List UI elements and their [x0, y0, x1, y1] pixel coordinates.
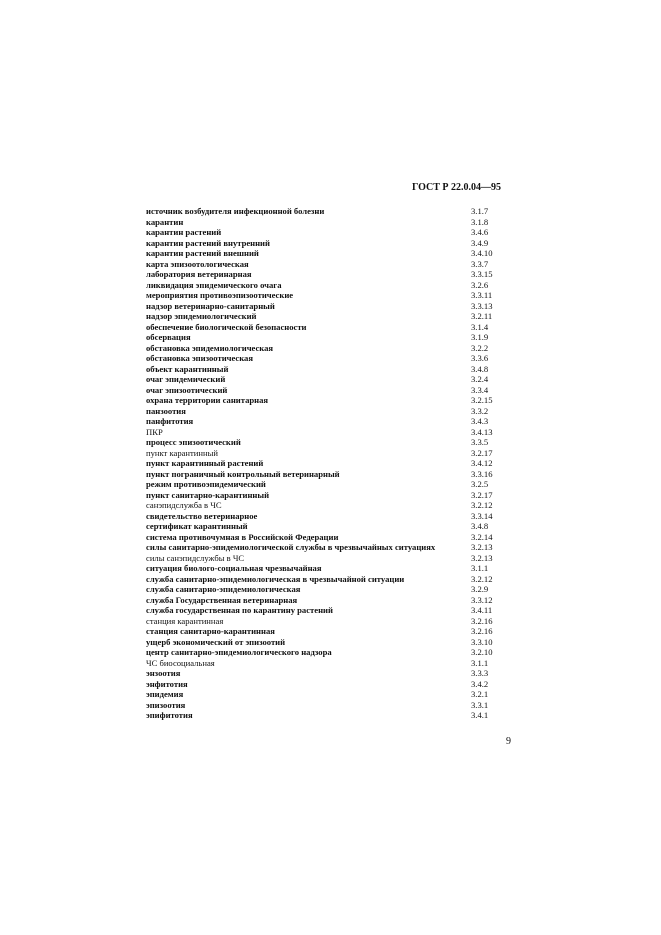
index-term: мероприятия противоэпизоотические: [146, 290, 294, 300]
index-term: ущерб экономический от эпизоотий: [146, 636, 286, 647]
index-section-number: 3.3.7: [471, 258, 489, 269]
index-term: эпифитотия: [146, 710, 193, 720]
index-entry: [146, 595, 506, 606]
index-entry: [146, 353, 506, 364]
index-section-number: 3.3.5: [471, 437, 489, 447]
index-entry: [146, 343, 506, 354]
index-entry: [146, 689, 506, 700]
index-section-number: 3.1.1: [471, 563, 489, 573]
index-entry: [146, 553, 506, 564]
index-section-number: 3.4.6: [471, 227, 489, 237]
index-entry: [146, 206, 506, 217]
index-entry: [146, 532, 506, 543]
index-term: карантин растений: [146, 227, 222, 237]
index-section-number: 3.2.4: [471, 374, 489, 384]
index-entry: [146, 479, 506, 490]
index-entry: [146, 364, 506, 375]
index-section-number: 3.2.5: [471, 479, 489, 489]
index-section-number: 3.4.1: [471, 710, 489, 720]
index-entry: [146, 521, 506, 532]
index-entry: [146, 700, 506, 711]
index-term: служба Государственная ветеринарная: [146, 594, 298, 605]
index-term: пункт карантинный растений: [146, 458, 264, 468]
index-term: очаг эпизоотический: [146, 384, 228, 395]
index-term: карантин растений внутренний: [146, 237, 270, 248]
index-term: эпидемия: [146, 689, 184, 699]
index-entry: [146, 469, 506, 480]
term-index-list: [146, 206, 506, 721]
index-term: ЧС биосоциальная: [146, 657, 215, 668]
index-entry: [146, 647, 506, 658]
index-term: станция санитарно-карантинная: [146, 626, 275, 636]
index-entry: [146, 511, 506, 522]
index-term: карта эпизоотологическая: [146, 258, 249, 269]
index-section-number: 3.1.7: [471, 206, 489, 216]
index-section-number: 3.4.8: [471, 363, 489, 374]
index-entry: [146, 658, 506, 669]
index-entry: [146, 217, 506, 228]
index-section-number: 3.4.11: [471, 605, 493, 615]
index-entry: [146, 500, 506, 511]
index-section-number: 3.1.9: [471, 332, 489, 342]
index-section-number: 3.4.10: [471, 248, 493, 258]
index-entry: [146, 311, 506, 322]
index-term: энзоотия: [146, 668, 181, 678]
index-term: карантин растений внешний: [146, 248, 259, 258]
index-entry: [146, 584, 506, 595]
index-section-number: 3.4.12: [471, 458, 493, 468]
index-section-number: 3.3.15: [471, 269, 493, 279]
index-entry: [146, 626, 506, 637]
index-section-number: 3.3.3: [471, 668, 489, 678]
index-term: силы санитарно-эпидемиологической службы в чрезвычайных ситуациях: [146, 542, 436, 552]
index-term: надзор эпидемиологический: [146, 311, 257, 321]
index-section-number: 3.3.6: [471, 353, 489, 363]
index-section-number: 3.2.15: [471, 395, 493, 405]
index-term: ситуация биолого-социальная чрезвычайная: [146, 563, 322, 573]
index-section-number: 3.2.14: [471, 531, 493, 542]
index-term: обсервация: [146, 332, 191, 342]
index-term: обстановка эпидемиологическая: [146, 342, 274, 353]
index-entry: [146, 637, 506, 648]
index-section-number: 3.4.13: [471, 426, 493, 437]
index-section-number: 3.2.16: [471, 626, 493, 636]
index-term: служба государственная по карантину растений: [146, 605, 333, 615]
index-entry: [146, 542, 506, 553]
index-term: панфитотия: [146, 416, 194, 426]
index-section-number: 3.3.14: [471, 510, 493, 521]
index-term: пункт карантинный: [146, 447, 218, 458]
index-entry: [146, 238, 506, 249]
index-entry: [146, 710, 506, 721]
index-section-number: 3.2.10: [471, 647, 493, 657]
index-entry: [146, 616, 506, 627]
index-entry: [146, 574, 506, 585]
index-term: станция карантинная: [146, 615, 224, 626]
index-section-number: 3.1.1: [471, 657, 489, 668]
index-entry: [146, 332, 506, 343]
index-term: свидетельство ветеринарное: [146, 510, 258, 521]
index-entry: [146, 322, 506, 333]
index-term: силы санэпидслужбы в ЧС: [146, 552, 245, 563]
index-entry: [146, 668, 506, 679]
index-section-number: 3.3.4: [471, 384, 489, 395]
index-section-number: 3.3.1: [471, 699, 489, 710]
index-entry: [146, 490, 506, 501]
index-entry: [146, 605, 506, 616]
index-term: центр санитарно-эпидемиологического надзора: [146, 647, 332, 657]
index-section-number: 3.3.11: [471, 290, 493, 300]
index-term: объект карантинный: [146, 363, 229, 374]
index-term: надзор ветеринарно-санитарный: [146, 300, 275, 311]
index-section-number: 3.1.8: [471, 216, 489, 227]
index-section-number: 3.2.1: [471, 689, 489, 699]
index-entry: [146, 437, 506, 448]
index-term: служба санитарно-эпидемиологическая: [146, 584, 301, 594]
index-term: эпизоотия: [146, 699, 186, 710]
index-entry: [146, 269, 506, 280]
index-entry: [146, 395, 506, 406]
index-term: карантин: [146, 216, 184, 227]
index-section-number: 3.4.3: [471, 416, 489, 426]
index-section-number: 3.2.9: [471, 584, 489, 594]
index-section-number: 3.2.12: [471, 573, 493, 584]
index-section-number: 3.2.11: [471, 311, 493, 321]
index-section-number: 3.1.4: [471, 321, 489, 332]
index-term: панзоотия: [146, 405, 186, 416]
index-term: лаборатория ветеринарная: [146, 269, 252, 279]
index-entry: [146, 374, 506, 385]
index-section-number: 3.3.12: [471, 594, 493, 605]
standard-header: ГОСТ Р 22.0.04—95: [412, 182, 502, 193]
index-term: режим противоэпидемический: [146, 479, 266, 489]
index-term: система противочумная в Российской Федерации: [146, 531, 339, 542]
index-section-number: 3.2.6: [471, 279, 489, 290]
index-term: источник возбудителя инфекционной болезни: [146, 206, 325, 216]
index-entry: [146, 248, 506, 259]
index-term: обстановка эпизоотическая: [146, 353, 253, 363]
index-term: энфитотия: [146, 678, 188, 689]
index-entry: [146, 290, 506, 301]
index-term: пункт санитарно-карантинный: [146, 489, 270, 500]
page-number: 9: [506, 736, 511, 747]
index-entry: [146, 679, 506, 690]
index-term: охрана территории санитарная: [146, 395, 269, 405]
index-entry: [146, 227, 506, 238]
index-entry: [146, 427, 506, 438]
index-section-number: 3.2.13: [471, 542, 493, 552]
index-section-number: 3.3.16: [471, 468, 493, 479]
index-term: служба санитарно-эпидемиологическая в чрезвычайной ситуации: [146, 573, 405, 584]
index-term: сертификат карантинный: [146, 521, 248, 531]
index-section-number: 3.2.17: [471, 447, 493, 458]
index-entry: [146, 448, 506, 459]
index-term: ликвидация эпидемического очага: [146, 279, 282, 290]
index-section-number: 3.2.2: [471, 342, 489, 353]
index-section-number: 3.4.2: [471, 678, 489, 689]
index-section-number: 3.3.13: [471, 300, 493, 311]
index-section-number: 3.2.17: [471, 489, 493, 500]
index-section-number: 3.3.10: [471, 636, 493, 647]
index-term: санэпидслужба в ЧС: [146, 500, 222, 510]
index-entry: [146, 280, 506, 291]
index-term: очаг эпидемический: [146, 374, 226, 384]
index-term: ПКР: [146, 426, 163, 437]
index-entry: [146, 563, 506, 574]
index-section-number: 3.4.8: [471, 521, 489, 531]
index-term: процесс эпизоотический: [146, 437, 241, 447]
index-term: обеспечение биологической безопасности: [146, 321, 307, 332]
index-entry: [146, 301, 506, 312]
index-section-number: 3.4.9: [471, 237, 489, 248]
index-section-number: 3.3.2: [471, 405, 489, 416]
index-entry: [146, 385, 506, 396]
index-entry: [146, 416, 506, 427]
index-entry: [146, 458, 506, 469]
index-term: пункт пограничный контрольный ветеринарный: [146, 468, 340, 479]
index-entry: [146, 406, 506, 417]
index-section-number: 3.2.12: [471, 500, 493, 510]
index-entry: [146, 259, 506, 270]
index-section-number: 3.2.13: [471, 552, 493, 563]
index-section-number: 3.2.16: [471, 615, 493, 626]
